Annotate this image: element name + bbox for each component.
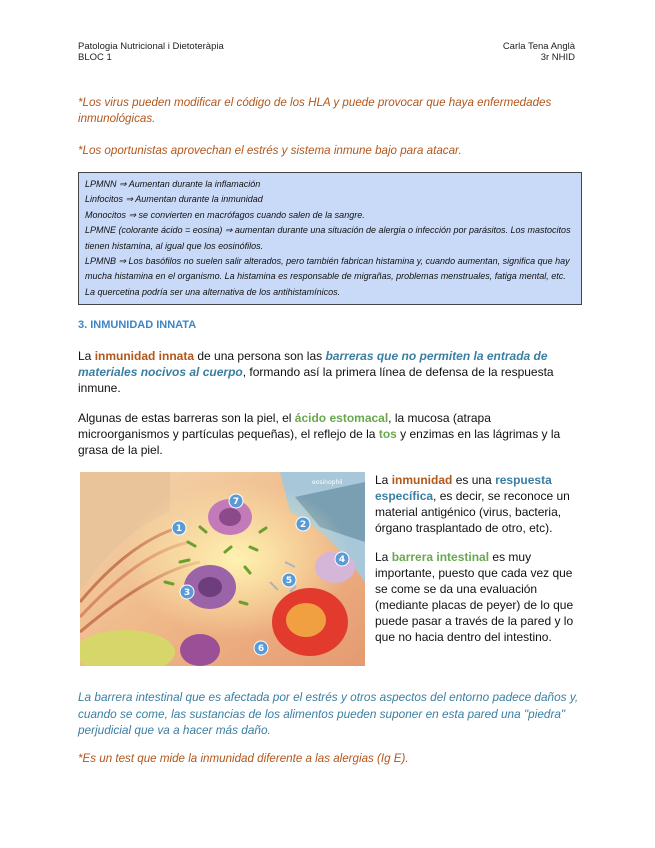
paragraph-intestinal-barrier: [375, 549, 580, 645]
text-run: , formando así la primera línea de defensa de la respuesta inmune.: [78, 365, 554, 395]
note-virus-hla: *Los virus pueden modificar el código de los HLA y puede provocar que haya enfermedades inmunológicas.: [78, 96, 552, 125]
highlight-immunity: inmunidad: [391, 473, 453, 487]
paragraph-specific-immunity: [375, 472, 580, 536]
header-left: [78, 41, 224, 63]
text-run: de una persona son las: [194, 349, 326, 363]
figure-number: 2: [299, 520, 307, 530]
immune-system-illustration: [80, 472, 365, 666]
text-run: , la mucosa (atrapa microorganismos y partículas pequeñas), el reflejo de la: [78, 411, 491, 441]
text-run: La: [375, 550, 392, 564]
paragraph-barriers: [78, 410, 583, 458]
box-line: LPMNN ⇒ Aumentan durante la inflamación: [85, 179, 261, 189]
text-run: La: [78, 349, 95, 363]
figure-number: 5: [285, 576, 293, 586]
note-intestinal-damage: La barrera intestinal que es afectada por el estrés y otros aspectos del entorno padece daños y, cuando se come, las sustancias de los alimentos pueden suponer en esta pared una "piedra" perjudicial que va a hacer más daño.: [78, 690, 579, 737]
highlight-barriers: barreras que no permiten la entrada de materiales nocivos al cuerpo: [78, 349, 548, 379]
section-title: 3. INMUNIDAD INNATA: [78, 319, 197, 331]
text-run: La: [375, 473, 392, 487]
figure-number: 6: [257, 644, 265, 654]
box-line: LPMNB ⇒ Los basófilos no suelen salir alterados, pero también fabrican histamina y, cuando aumentan, significa que hay mucha histamina en el organismo. La histamina es responsable de migrañas, problemas menstruales, fatiga mental, etc. La quercetina podría ser una alternativa de los antihistamínicos.: [85, 256, 570, 297]
figure-number: 4: [338, 555, 346, 565]
figure-number: 3: [183, 588, 191, 598]
course-title: Patologia Nutricional i Dietoteràpia: [78, 41, 224, 52]
text-run: Algunas de estas barreras son la piel, el: [78, 411, 295, 425]
figure-number: 7: [232, 497, 240, 507]
highlight-specific-response: respuesta específica: [375, 473, 552, 503]
block-label: BLOC 1: [78, 52, 112, 63]
leukocyte-info-box: [78, 172, 582, 305]
text-run: y enzimas en las lágrimas y la grasa de la piel.: [78, 427, 561, 457]
highlight-innate: inmunidad innata: [94, 349, 195, 363]
highlight-cough: tos: [378, 427, 397, 441]
box-line: Monocitos ⇒ se convierten en macrófagos cuando salen de la sangre.: [85, 209, 365, 220]
highlight-intestinal-barrier: barrera intestinal: [391, 550, 490, 564]
note-test: *Es un test que mide la inmunidad diferente a las alergias (Ig E).: [78, 752, 409, 765]
note-oportunistas: *Los oportunistas aprovechan el estrés y sistema inmune bajo para atacar.: [78, 144, 462, 157]
course-level: 3r NHID: [540, 52, 575, 63]
box-line: LPMNE (colorante ácido = eosina) ⇒ aumentan durante una situación de alergia o infección por parásitos. Los mastocitos tienen histamina, al igual que los eosinófilos.: [85, 225, 571, 251]
text-run: es una: [452, 473, 496, 487]
figure-number: 1: [175, 524, 183, 534]
box-line: Linfocitos ⇒ Aumentan durante la inmunidad: [85, 194, 263, 205]
text-run: es muy importante, puesto que cada vez que se come se da una evaluación (mediante placas de peyer) de lo que puede pasar a través de la pared y lo que no hacia dentro del intestino.: [375, 550, 574, 644]
header-right: [503, 41, 575, 63]
highlight-stomach-acid: ácido estomacal: [294, 411, 389, 425]
paragraph-innate-immunity: [78, 348, 583, 396]
author-name: Carla Tena Anglà: [502, 41, 575, 52]
text-run: , es decir, se reconoce un material antigénico (virus, bacteria, órgano trasplantado de otro, etc).: [375, 489, 570, 535]
